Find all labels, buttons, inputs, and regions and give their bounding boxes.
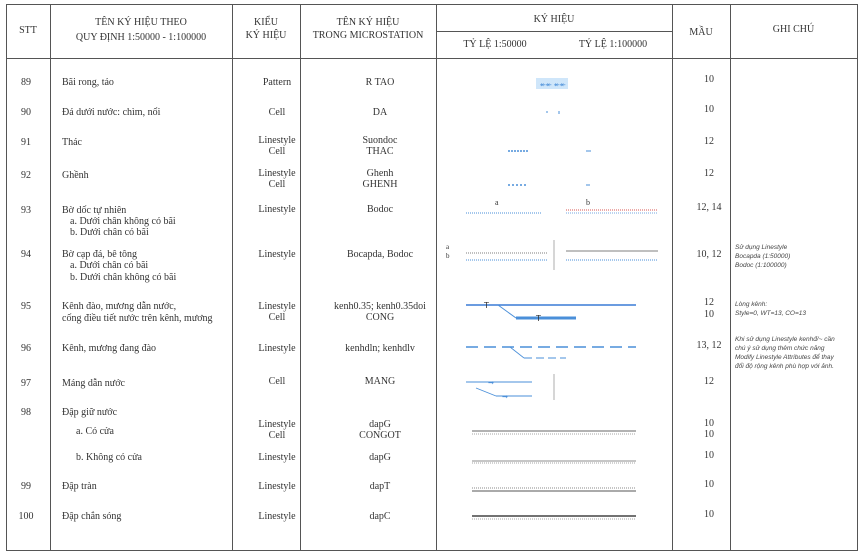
row-93-sub-b: b. Dưới chân có bãi	[70, 227, 149, 238]
row-92-mau: 12	[704, 168, 714, 179]
row-89-kieu: Pattern	[262, 77, 292, 88]
row-98-a-mau2: 10	[704, 429, 714, 440]
row-90-ms: DA	[372, 107, 388, 118]
note-96-line1: Khi sử dụng Linestyle kenhđ/~ cần	[735, 336, 835, 343]
row-98-a-kieu2: Cell	[268, 430, 286, 441]
note-94-line3: Bodoc (1:100000)	[735, 262, 787, 269]
note-95-line1: Lòng kênh:	[735, 301, 768, 308]
row-96-kieu: Linestyle	[258, 343, 296, 354]
row-100-stt: 100	[18, 511, 34, 522]
row-99-ms: dapT	[369, 481, 391, 492]
row-95-kieu1: Linestyle	[258, 301, 296, 312]
row-90-mau: 10	[704, 104, 714, 115]
row-93-sub-a: a. Dưới chân không có bãi	[70, 216, 176, 227]
header-ms-line1: TÊN KÝ HIỆU	[336, 17, 400, 28]
row-97-kieu: Cell	[268, 376, 286, 387]
row-89-stt: 89	[21, 77, 31, 88]
row-100-ms: dapC	[369, 511, 391, 522]
row-93-label-a: a	[495, 198, 499, 207]
row-89-ms: R TAO	[365, 77, 395, 88]
row-99-kieu: Linestyle	[258, 481, 296, 492]
row-95-kieu2: Cell	[268, 312, 286, 323]
note-96-line2: chú ý sử dụng thêm chức năng	[735, 345, 825, 352]
header-kieu-line1: KIỂU	[254, 17, 278, 28]
row-92-stt: 92	[21, 170, 31, 181]
row-90-kieu: Cell	[268, 107, 286, 118]
symbol-column	[436, 4, 672, 551]
header-mau: MẦU	[689, 27, 713, 38]
row-94-label-b: b	[446, 252, 450, 260]
row-95-ten-line1: Kênh đào, mương dẫn nước,	[62, 301, 177, 312]
row-91-mau: 12	[704, 136, 714, 147]
col-rule	[672, 4, 673, 551]
row-98-a-ms1: dapG	[369, 419, 391, 430]
svg-text:→: →	[502, 393, 508, 401]
note-94-line2: Bocapda (1:50000)	[735, 253, 791, 260]
row-94-kieu: Linestyle	[258, 249, 296, 260]
header-tyle-100000: TỶ LỆ 1:100000	[578, 39, 648, 50]
row-100-kieu: Linestyle	[258, 511, 296, 522]
row-94-ms: Bocapda, Bodoc	[346, 249, 414, 260]
header-kyhieu: KÝ HIỆU	[533, 14, 575, 25]
row-98-stt: 98	[21, 407, 31, 418]
col-rule	[857, 4, 858, 551]
symbol-97-mang	[466, 374, 554, 401]
col-rule	[50, 4, 51, 551]
note-96-line3: Modify Linestyle Attributes để thay	[735, 354, 834, 361]
row-94-label-a: a	[446, 243, 450, 251]
symbol-94-bo-cap	[466, 240, 658, 270]
row-99-mau: 10	[704, 479, 714, 490]
row-92-kieu1: Linestyle	[258, 168, 296, 179]
symbol-90-da	[546, 111, 559, 114]
row-100-mau: 10	[704, 509, 714, 520]
row-92-ms2: GHENH	[362, 179, 398, 190]
row-90-ten: Đá dưới nước: chìm, nổi	[62, 107, 161, 118]
row-98-ten: Đập giữ nước	[62, 407, 118, 418]
row-97-ten: Máng dẫn nước	[62, 378, 125, 389]
row-97-stt: 97	[21, 378, 31, 389]
symbol-98-dap-giu-nuoc	[472, 431, 636, 463]
row-91-kieu2: Cell	[268, 146, 286, 157]
row-98-b-kieu: Linestyle	[258, 452, 296, 463]
row-95-stt: 95	[21, 301, 31, 312]
row-94-ten: Bờ cạp đá, bê tông	[62, 249, 137, 260]
row-98-b-ms: dapG	[369, 452, 391, 463]
row-92-ten: Ghềnh	[62, 170, 89, 181]
row-92-kieu2: Cell	[268, 179, 286, 190]
svg-text:↞↞ ↞↞: ↞↞ ↞↞	[540, 81, 566, 89]
note-96-line4: đổi độ rộng kênh phù hợp với ảnh.	[735, 363, 834, 370]
header-tyle-50000: TỶ LỆ 1:50000	[463, 39, 527, 50]
row-98-sub-b: b. Không có cửa	[76, 452, 142, 463]
col-rule	[232, 4, 233, 551]
row-100-ten: Đập chắn sóng	[62, 511, 122, 522]
row-95-ms1: kenh0.35; kenh0.35doi	[334, 301, 426, 312]
row-97-ms: MANG	[364, 376, 396, 387]
row-91-stt: 91	[21, 137, 31, 148]
row-93-ten: Bờ dốc tự nhiên	[62, 205, 127, 216]
row-96-ms: kenhdln; kenhdlv	[345, 343, 415, 354]
row-89-mau: 10	[704, 74, 714, 85]
row-97-mau: 12	[704, 376, 714, 387]
row-91-ms2: THAC	[366, 146, 394, 157]
row-94-stt: 94	[21, 249, 31, 260]
row-98-sub-a: a. Có cửa	[76, 426, 114, 437]
row-89-ten: Bãi rong, tảo	[62, 77, 114, 88]
legend-table	[6, 4, 858, 551]
row-93-label-b: b	[586, 198, 590, 207]
row-95-mau1: 12	[704, 297, 714, 308]
header-stt: STT	[19, 25, 37, 36]
symbol-100-dap-chan-song	[472, 516, 636, 519]
svg-text:T: T	[536, 314, 541, 323]
row-95-ten-line2: cống điều tiết nước trên kênh, mương	[62, 313, 213, 324]
row-91-kieu1: Linestyle	[258, 135, 296, 146]
header-ghichu: GHI CHÚ	[772, 24, 815, 35]
symbol-95-kenh	[466, 301, 636, 323]
row-94-mau: 10, 12	[696, 249, 722, 260]
row-99-stt: 99	[21, 481, 31, 492]
row-96-mau: 13, 12	[696, 340, 722, 351]
row-96-ten: Kênh, mương đang đào	[62, 343, 157, 354]
row-93-mau: 12, 14	[696, 202, 722, 213]
row-92-ms1: Ghenh	[366, 168, 394, 179]
note-94-line1: Sử dụng Linestyle	[735, 244, 788, 251]
header-kieu-line2: KÝ HIỆU	[245, 30, 287, 41]
row-96-stt: 96	[21, 343, 31, 354]
row-94-sub-a: a. Dưới chân có bãi	[70, 260, 149, 271]
header-ten-line1: TÊN KÝ HIỆU THEO	[95, 17, 187, 28]
row-95-mau2: 10	[704, 309, 714, 320]
row-98-a-kieu1: Linestyle	[258, 419, 296, 430]
symbol-93-bo-doc	[466, 210, 658, 213]
svg-text:T: T	[484, 301, 489, 310]
row-91-ms1: Suondoc	[362, 135, 398, 146]
row-95-ms2: CONG	[365, 312, 395, 323]
header-ten-line2: QUY ĐỊNH 1:50000 - 1:100000	[75, 32, 207, 43]
symbol-99-dap-tran	[472, 488, 636, 491]
col-rule	[730, 4, 731, 551]
row-99-ten: Đập tràn	[62, 481, 97, 492]
header-ms-line2: TRONG MICROSTATION	[312, 30, 424, 41]
row-98-b-mau: 10	[704, 450, 714, 461]
symbol-89-rong-tao	[536, 78, 568, 89]
row-90-stt: 90	[21, 107, 31, 118]
row-98-a-mau1: 10	[704, 418, 714, 429]
row-93-ms: Bodoc	[366, 204, 394, 215]
symbol-96-kenh-dang-dao	[466, 347, 636, 358]
row-93-kieu: Linestyle	[258, 204, 296, 215]
row-98-a-ms2: CONGOT	[359, 430, 401, 441]
row-91-ten: Thác	[62, 137, 82, 148]
row-94-sub-b: b. Dưới chân không có bãi	[70, 272, 177, 283]
row-93-stt: 93	[21, 205, 31, 216]
note-95-line2: Style=0, WT=13, CO=13	[735, 310, 806, 317]
svg-text:→: →	[488, 379, 494, 387]
